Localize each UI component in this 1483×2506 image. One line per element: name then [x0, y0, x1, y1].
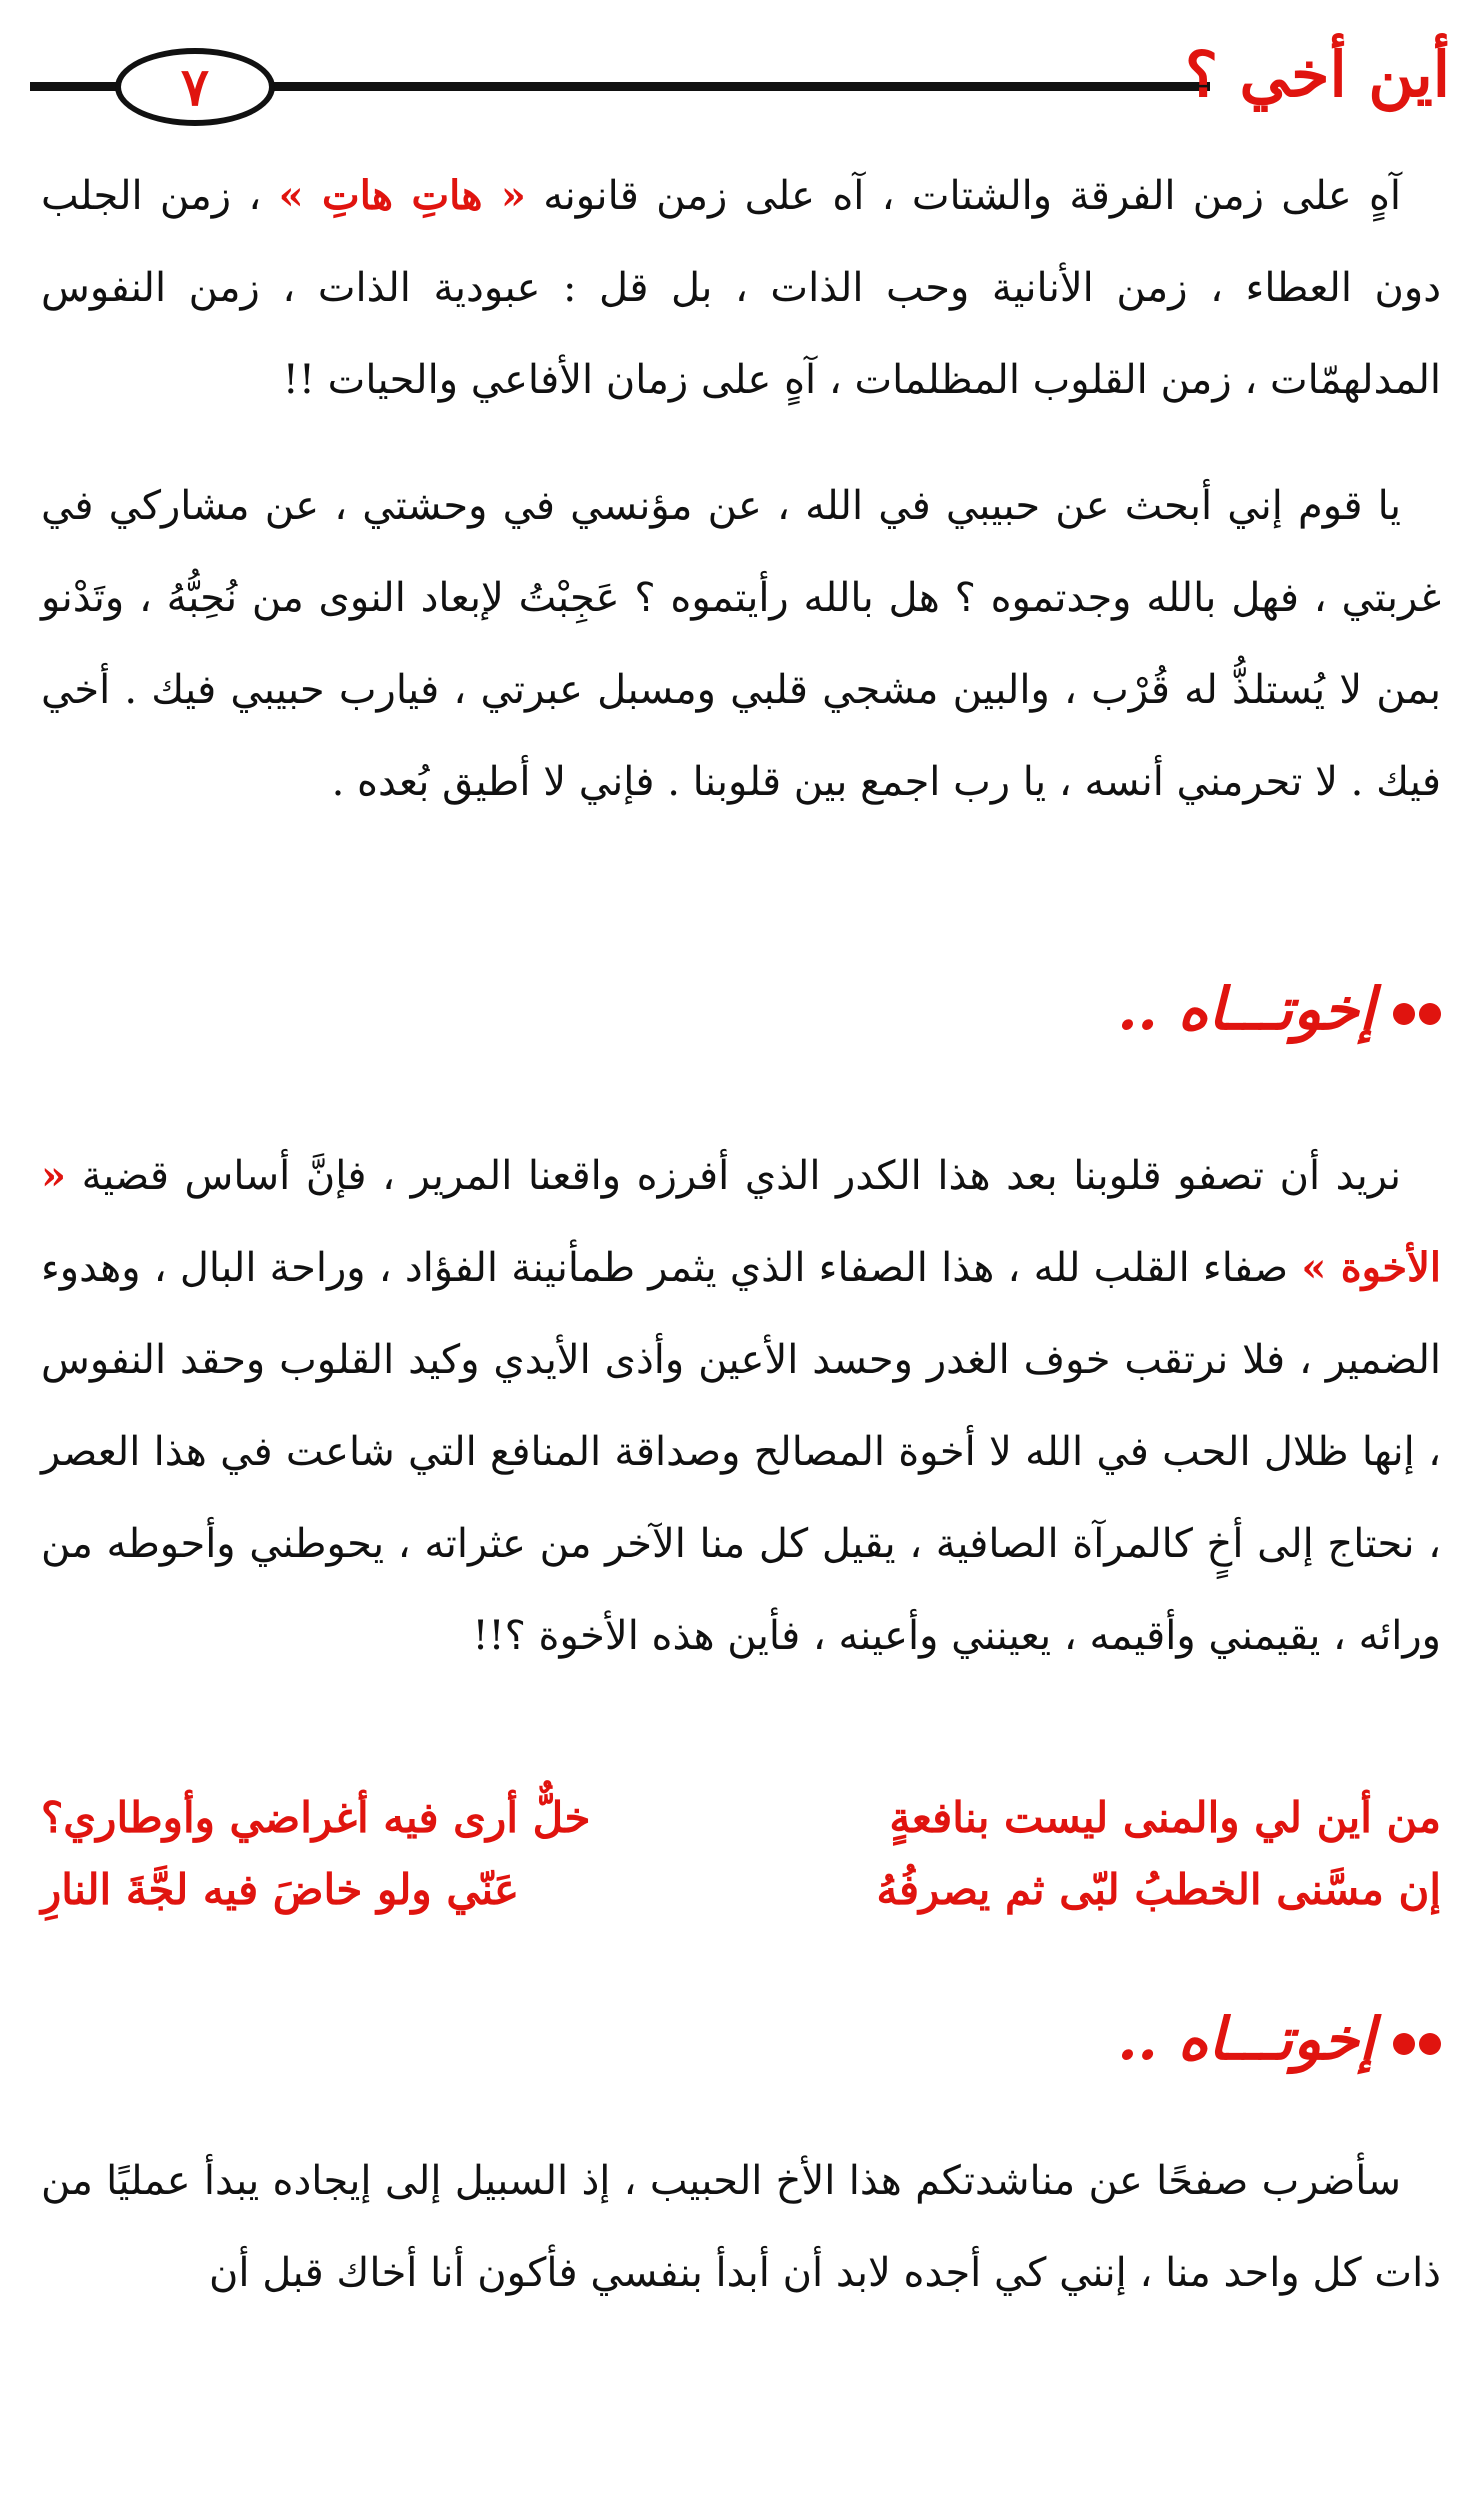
paragraph-3	[41, 1130, 1441, 1682]
bullet-dots-icon	[1389, 2005, 1441, 2073]
paragraph-2-text: يا قوم إني أبحث عن حبيبي في الله ، عن مؤنسي في وحشتي ، عن مشاركي في غربتي ، فهل بالله وجدتموه ؟ هل بالله رأيتموه ؟ عَجِبْتُ لإبعاد النوى من نُحِبُّهُ ، وتَدْنو بمن لا يُستلذُّ له قُرْب ، والبين مشجي قلبي ومسبل عبرتي ، فيارب حبيبي فيك . أخي فيك . لا تحرمني أنسه ، يا رب اجمع بين قلوبنا . فإني لا أطيق بُعده .	[41, 483, 1441, 805]
verse-first-half: إن مسَّنى الخطبُ لبّى ثم يصرفُهُ	[876, 1865, 1441, 1914]
page-number: ٧	[115, 48, 275, 126]
paragraph-1	[41, 150, 1441, 426]
section-heading-1-text: إخوتـــاه ..	[1117, 975, 1375, 1043]
running-title: أين أخي ؟	[1185, 38, 1450, 111]
page-header	[30, 30, 1450, 140]
paragraph-4-text: سأضرب صفحًا عن مناشدتكم هذا الأخ الحبيب ، إذ السبيل إلى إيجاده يبدأ عمليًا من ذات كل واحد منا ، إنني كي أجده لابد أن أبدأ بنفسي فأكون أنا أخاك قبل أن	[41, 2158, 1441, 2296]
poem-verse	[41, 1854, 1441, 1926]
paragraph-1-text-b: ، زمن الجلب دون العطاء ، زمن الأنانية وحب الذات ، بل قل : عبودية الذات ، زمن النفوس المدلهمّات ، زمن القلوب المظلمات ، آهٍ على زمان الأفاعي والحيات !!	[41, 173, 1441, 403]
bullet-dots-icon	[1389, 975, 1441, 1043]
section-heading-2-text: إخوتـــاه ..	[1117, 2005, 1375, 2073]
poem	[41, 1782, 1441, 1926]
verse-second-half: عَنّي ولو خاضَ فيه لجَّةَ النارِ	[41, 1865, 520, 1914]
paragraph-3-text-b: صفاء القلب لله ، هذا الصفاء الذي يثمر طمأنينة الفؤاد ، وراحة البال ، وهدوء الضمير ، فلا نرتقب خوف الغدر وحسد الأعين وأذى الأيدي وكيد القلوب وحقد النفوس ، إنها ظلال الحب في الله لا أخوة المصالح وصداقة المنافع التي شاعت في هذا العصر ، نحتاج إلى أخٍ كالمرآة الصافية ، يقيل كل منا الآخر من عثراته ، يحوطني وأحوطه من ورائه ، يقيمني وأقيمه ، يعينني وأعينه ، فأين هذه الأخوة ؟!!	[41, 1245, 1441, 1659]
verse-first-half: من أين لي والمنى ليست بنافعةٍ	[889, 1793, 1441, 1842]
paragraph-3-highlight: « الأخوة »	[41, 1152, 1441, 1291]
poem-verse	[41, 1782, 1441, 1854]
section-heading-1	[1117, 975, 1441, 1043]
section-heading-2	[1117, 2005, 1441, 2073]
paragraph-1-highlight: « هاتِ هاتِ »	[278, 172, 526, 219]
verse-second-half: خلٌّ أرى فيه أغراضي وأوطاري؟	[41, 1793, 591, 1842]
paragraph-4	[41, 2135, 1441, 2319]
paragraph-1-text-a: آهٍ على زمن الفرقة والشتات ، آه على زمن قانونه	[543, 173, 1402, 219]
paragraph-3-text-a: نريد أن تصفو قلوبنا بعد هذا الكدر الذي أفرزه واقعنا المرير ، فإنَّ أساس قضية	[81, 1153, 1401, 1199]
paragraph-2	[41, 460, 1441, 828]
